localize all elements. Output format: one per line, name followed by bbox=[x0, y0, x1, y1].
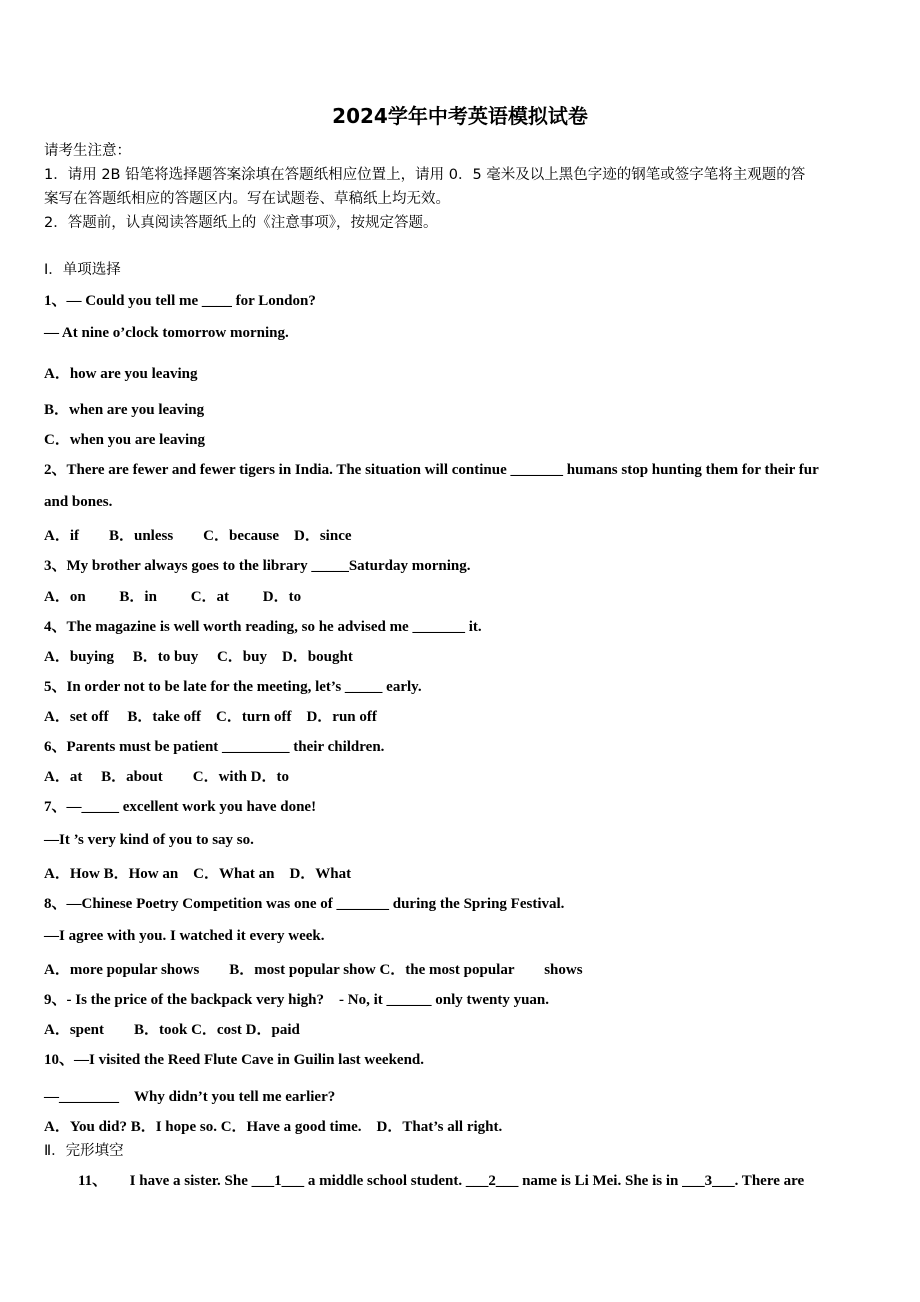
question-2-stem-cont: and bones. bbox=[44, 494, 113, 510]
question-9-options: A．spent B．took C．cost D．paid bbox=[44, 1022, 300, 1038]
question-6-stem: 6、Parents must be patient _________ their children. bbox=[44, 739, 385, 755]
question-7-stem: 7、—_____ excellent work you have done! bbox=[44, 799, 317, 815]
question-8-reply: —I agree with you. I watched it every week. bbox=[44, 928, 325, 944]
question-11-passage: 11、 I have a sister. She ___1___ a middle school student. ___2___ name is Li Mei. She is in ___3___. There are bbox=[78, 1173, 805, 1189]
question-8-options: A．more popular shows B．most popular show C．the most popular shows bbox=[44, 962, 583, 978]
question-4-stem: 4、The magazine is well worth reading, so he advised me _______ it. bbox=[44, 619, 482, 635]
question-6-options: A．at B．about C．with D．to bbox=[44, 769, 290, 785]
question-5-stem: 5、In order not to be late for the meeting, let’s _____ early. bbox=[44, 679, 422, 695]
notice-line-1a: 1．请用 2B 铅笔将选择题答案涂填在答题纸相应位置上，请用 0．5 毫米及以上黑色字迹的钢笔或签字笔将主观题的答 bbox=[44, 167, 806, 183]
section-heading-2: Ⅱ．完形填空 bbox=[44, 1143, 124, 1159]
question-8-stem: 8、—Chinese Poetry Competition was one of _______ during the Spring Festival. bbox=[44, 896, 565, 912]
notice-heading: 请考生注意： bbox=[44, 143, 131, 159]
question-1-option-c: C．when you are leaving bbox=[44, 432, 205, 448]
notice-line-2: 2．答题前，认真阅读答题纸上的《注意事项》，按规定答题。 bbox=[44, 215, 438, 231]
question-1-reply: — At nine o’clock tomorrow morning. bbox=[44, 325, 289, 341]
question-1-stem: 1、— Could you tell me ____ for London? bbox=[44, 293, 316, 309]
question-10-stem: 10、—I visited the Reed Flute Cave in Guilin last weekend. bbox=[44, 1052, 425, 1068]
question-10-reply: —________ Why didn’t you tell me earlier? bbox=[44, 1089, 336, 1105]
notice-line-1b: 案写在答题纸相应的答题区内。写在试题卷、草稿纸上均无效。 bbox=[44, 191, 450, 207]
question-3-stem: 3、My brother always goes to the library _____Saturday morning. bbox=[44, 558, 471, 574]
question-2-options: A．if B．unless C．because D．since bbox=[44, 528, 352, 544]
page-title: 2024学年中考英语模拟试卷 bbox=[332, 104, 588, 128]
question-3-options: A．on B．in C．at D．to bbox=[44, 589, 302, 605]
question-4-options: A．buying B．to buy C．buy D．bought bbox=[44, 649, 353, 665]
question-7-reply: —It ’s very kind of you to say so. bbox=[44, 832, 254, 848]
section-heading-1: Ⅰ．单项选择 bbox=[44, 262, 121, 278]
question-2-stem: 2、There are fewer and fewer tigers in India. The situation will continue _______ humans stop hunting them for their fur bbox=[44, 462, 819, 478]
question-1-option-a: A．how are you leaving bbox=[44, 366, 198, 382]
question-5-options: A．set off B．take off C．turn off D．run off bbox=[44, 709, 377, 725]
question-10-options: A．You did? B．I hope so. C．Have a good time. D．That’s all right. bbox=[44, 1119, 503, 1135]
question-9-stem: 9、- Is the price of the backpack very high? - No, it ______ only twenty yuan. bbox=[44, 992, 549, 1008]
question-7-options: A．How B．How an C．What an D．What bbox=[44, 866, 352, 882]
question-1-option-b: B．when are you leaving bbox=[44, 402, 205, 418]
